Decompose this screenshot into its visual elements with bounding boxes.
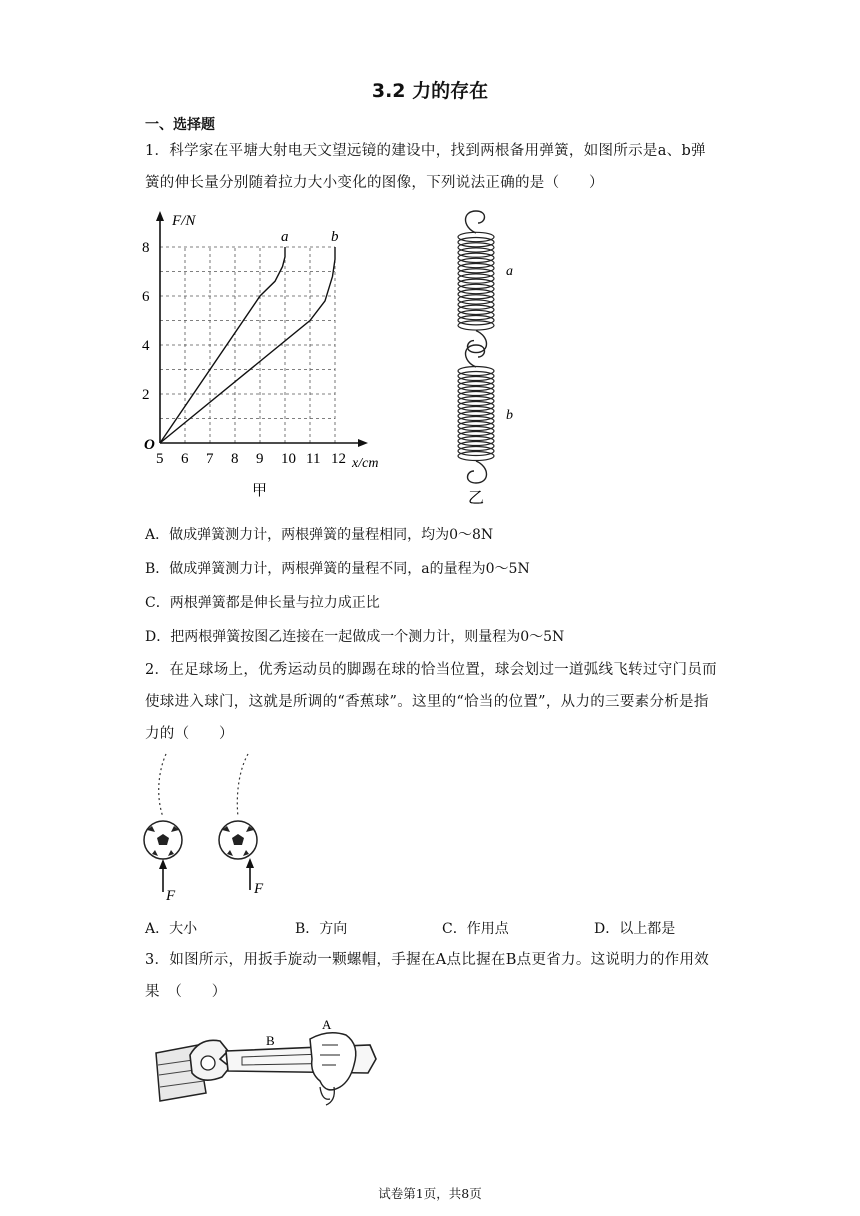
page-footer: 试卷第1页，共8页 — [378, 1186, 482, 1201]
page-title: 3.2 力的存在 — [371, 80, 489, 102]
y-axis-arrow — [156, 211, 164, 221]
x-axis-label: x/cm — [352, 456, 379, 471]
origin-label: O — [144, 437, 155, 453]
q1-option-a: A．做成弹簧测力计，两根弹簧的量程相同，均为0～8N — [145, 527, 494, 543]
x-tick-label: 9 — [256, 451, 264, 467]
ball-2-trajectory — [237, 754, 248, 817]
section-heading: 一、选择题 — [145, 117, 215, 133]
spring-b — [458, 345, 494, 483]
springs-figure — [440, 205, 530, 510]
question-2-text: 2．在足球场上，优秀运动员的脚踢在球的恰当位置，球会划过一道弧线飞转过守门员而使球进入球门，这就是所调的“香蕉球”。这里的“恰当的位置”，从力的三要素分析是指力的（ ） — [145, 662, 717, 742]
q1-option-b: B．做成弹簧测力计，两根弹簧的量程不同，a的量程为0～5N — [145, 561, 530, 577]
y-tick-label: 2 — [142, 387, 150, 403]
q1-option-c: C．两根弹簧都是伸长量与拉力成正比 — [145, 595, 380, 611]
series-label-a: a — [281, 229, 289, 245]
x-tick-label: 8 — [231, 451, 239, 467]
spring-a — [458, 211, 494, 353]
spring-hook-top — [466, 345, 485, 367]
chart-figure — [140, 205, 400, 505]
x-tick-label: 10 — [281, 451, 296, 467]
question-1-text: 1．科学家在平塘大射电天文望远镜的建设中，找到两根备用弹簧，如图所示是a、b弹簧的伸长量分别随着拉力大小变化的图像，下列说法正确的是（ ） — [145, 143, 706, 191]
q2-option-a: A．大小 — [145, 921, 198, 937]
x-tick-label: 6 — [181, 451, 189, 467]
spring-hook-bottom — [468, 461, 487, 483]
force-label-1: F — [166, 888, 176, 902]
q1-option-d: D．把两根弹簧按图乙连接在一起做成一个测力计，则量程为0～5N — [145, 629, 565, 645]
soccer-ball-1-icon — [144, 821, 182, 859]
spring-a-label: a — [506, 264, 513, 279]
point-a-label: A — [322, 1017, 332, 1032]
hand-icon — [310, 1033, 356, 1105]
figure-jia-caption: 甲 — [252, 483, 268, 499]
soccer-figure — [138, 752, 278, 902]
figure-yi-caption: 乙 — [468, 490, 485, 507]
y-tick-label: 6 — [142, 289, 150, 305]
x-tick-label: 7 — [206, 451, 214, 467]
x-axis-arrow — [358, 439, 368, 447]
force-arrow-1-icon — [159, 859, 167, 869]
q2-option-c: C．作用点 — [442, 921, 509, 937]
y-axis-label: F/N — [172, 213, 196, 229]
force-label-2: F — [254, 881, 264, 897]
chart-grid — [160, 247, 335, 443]
spring-b-label: b — [506, 408, 513, 423]
point-b-label: B — [266, 1033, 275, 1048]
question-3-text: 3．如图所示，用扳手旋动一颗螺帽，手握在A点比握在B点更省力。这说明力的作用效果 （ ） — [145, 952, 710, 1000]
series-label-b: b — [331, 229, 339, 245]
force-arrow-2-icon — [246, 858, 254, 868]
wrench-figure — [150, 1015, 390, 1110]
q2-option-d: D．以上都是 — [594, 921, 676, 937]
y-tick-label: 8 — [142, 240, 150, 256]
chart-axes — [156, 211, 368, 447]
soccer-ball-2-icon — [219, 821, 257, 859]
spring-hook-top — [466, 211, 485, 233]
x-tick-label: 11 — [306, 451, 321, 467]
q2-option-b: B．方向 — [295, 921, 348, 937]
x-tick-label: 12 — [331, 451, 346, 467]
y-tick-label: 4 — [142, 338, 150, 354]
ball-1-trajectory — [159, 754, 166, 817]
x-tick-label: 5 — [156, 451, 164, 467]
